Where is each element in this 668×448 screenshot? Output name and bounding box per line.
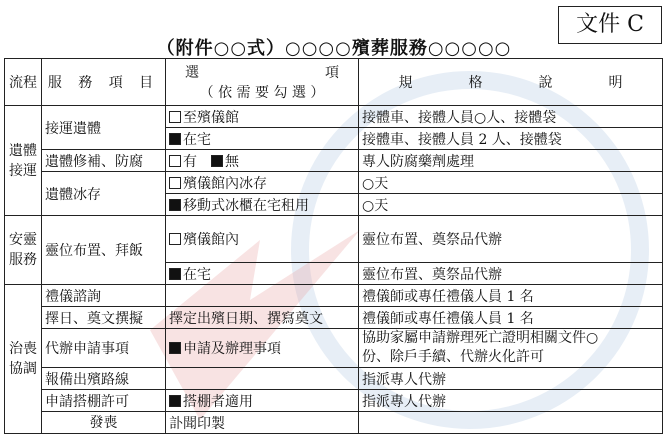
row-spec xyxy=(359,329,663,368)
row-option xyxy=(166,390,359,412)
table-row xyxy=(5,307,663,329)
row-option xyxy=(166,329,359,368)
checkbox-checked[interactable] xyxy=(169,199,181,211)
table-row xyxy=(5,216,663,263)
group-spirit xyxy=(5,216,42,285)
row-spec: 靈位布置、奠祭品代辦 xyxy=(359,263,663,285)
group-funeral xyxy=(5,285,42,434)
option-label: 至殯儀館 xyxy=(183,109,239,126)
row-spec: 專人防腐藥劑處理 xyxy=(359,150,663,172)
row-option xyxy=(166,368,359,390)
header-option-line2: （ 依 需 要 勾 選 ） xyxy=(199,85,325,101)
row-item: 接運遺體 xyxy=(42,106,166,150)
checkbox-checked[interactable] xyxy=(211,155,223,167)
row-spec: 指派專人代辦 xyxy=(359,390,663,412)
checkbox[interactable] xyxy=(169,177,181,189)
row-item: 訃聞印製 xyxy=(166,412,359,434)
header-option-line1: 選 項 xyxy=(185,65,339,81)
header-option xyxy=(166,59,359,106)
spec-line2: 份、除戶手續、代辦火化許可 xyxy=(362,349,544,365)
row-item: 申請搭棚許可 xyxy=(42,390,166,412)
row-spec: 禮儀師或專任禮儀人員 1 名 xyxy=(359,285,663,307)
row-spec: 接體車、接體人員 2 人、接體袋 xyxy=(359,128,663,150)
row-item: 禮儀諮詢 xyxy=(42,285,166,307)
spec-line1: 協助家屬申請辦理死亡證明相關文件○ xyxy=(362,330,599,346)
row-option xyxy=(166,150,359,172)
row-option xyxy=(166,172,359,194)
checkbox[interactable] xyxy=(169,233,181,245)
group-label: 遺體接運 xyxy=(9,142,37,179)
page-title: （附件○○式）○○○○殯葬服務○○○○○ xyxy=(156,38,512,59)
row-item: 代辦申請事項 xyxy=(42,329,166,368)
header-item: 服 務 項 目 xyxy=(42,59,166,106)
row-option xyxy=(359,412,663,434)
table-row xyxy=(5,285,663,307)
table-row xyxy=(5,368,663,390)
checkbox-checked[interactable] xyxy=(169,268,181,280)
table-row xyxy=(5,172,663,194)
row-option xyxy=(166,128,359,150)
row-option xyxy=(166,216,359,263)
option-label: 移動式冰櫃在宅租用 xyxy=(183,197,309,214)
option-label: 在宅 xyxy=(183,266,211,283)
row-item: 靈位布置、拜飯 xyxy=(42,216,166,285)
table-row xyxy=(5,106,663,128)
table-header xyxy=(5,59,663,106)
row-spec: 接體車、接體人員○人、接體袋 xyxy=(359,106,663,128)
row-option xyxy=(166,194,359,216)
row-spec: 靈位布置、奠祭品代辦 xyxy=(359,216,663,263)
checkbox-checked[interactable] xyxy=(169,133,181,145)
table-row xyxy=(5,390,663,412)
row-spec: 指派專人代辦 xyxy=(359,368,663,390)
row-spec: ○天 xyxy=(359,172,663,194)
option-label-a: 有 xyxy=(183,153,197,170)
checkbox-checked[interactable] xyxy=(169,342,181,354)
row-spec: ○天 xyxy=(359,194,663,216)
header-category: 流程 xyxy=(5,59,42,106)
row-option xyxy=(166,263,359,285)
row-spec: 禮儀師或專任禮儀人員 1 名 xyxy=(359,307,663,329)
option-label: 搭棚者適用 xyxy=(183,393,253,410)
table-row xyxy=(5,412,663,434)
checkbox-checked[interactable] xyxy=(169,395,181,407)
checkbox[interactable] xyxy=(169,111,181,123)
row-item: 遺體冰存 xyxy=(42,172,166,216)
group-remains xyxy=(5,106,42,216)
group-label: 安靈服務 xyxy=(9,232,37,268)
row-item: 報備出殯路線 xyxy=(42,368,166,390)
group-label: 治喪協調 xyxy=(9,341,37,377)
service-table xyxy=(4,58,663,434)
document-tag: 文件 C xyxy=(558,6,662,44)
row-item: 遺體修補、防腐 xyxy=(42,150,166,172)
table-row xyxy=(5,150,663,172)
row-option xyxy=(166,285,359,307)
header-spec: 規 格 說 明 xyxy=(359,59,663,106)
group-notice: 發喪 xyxy=(42,412,166,434)
option-label-b: 無 xyxy=(225,153,239,170)
row-item: 擇日、奠文撰擬 xyxy=(42,307,166,329)
table-row xyxy=(5,329,663,368)
row-option: 擇定出殯日期、撰寫奠文 xyxy=(166,307,359,329)
option-label: 殯儀館內冰存 xyxy=(183,175,267,192)
option-label: 申請及辦理事項 xyxy=(183,341,281,357)
option-label: 在宅 xyxy=(183,131,211,148)
option-label: 殯儀館內 xyxy=(183,232,239,248)
checkbox[interactable] xyxy=(169,155,181,167)
row-option xyxy=(166,106,359,128)
